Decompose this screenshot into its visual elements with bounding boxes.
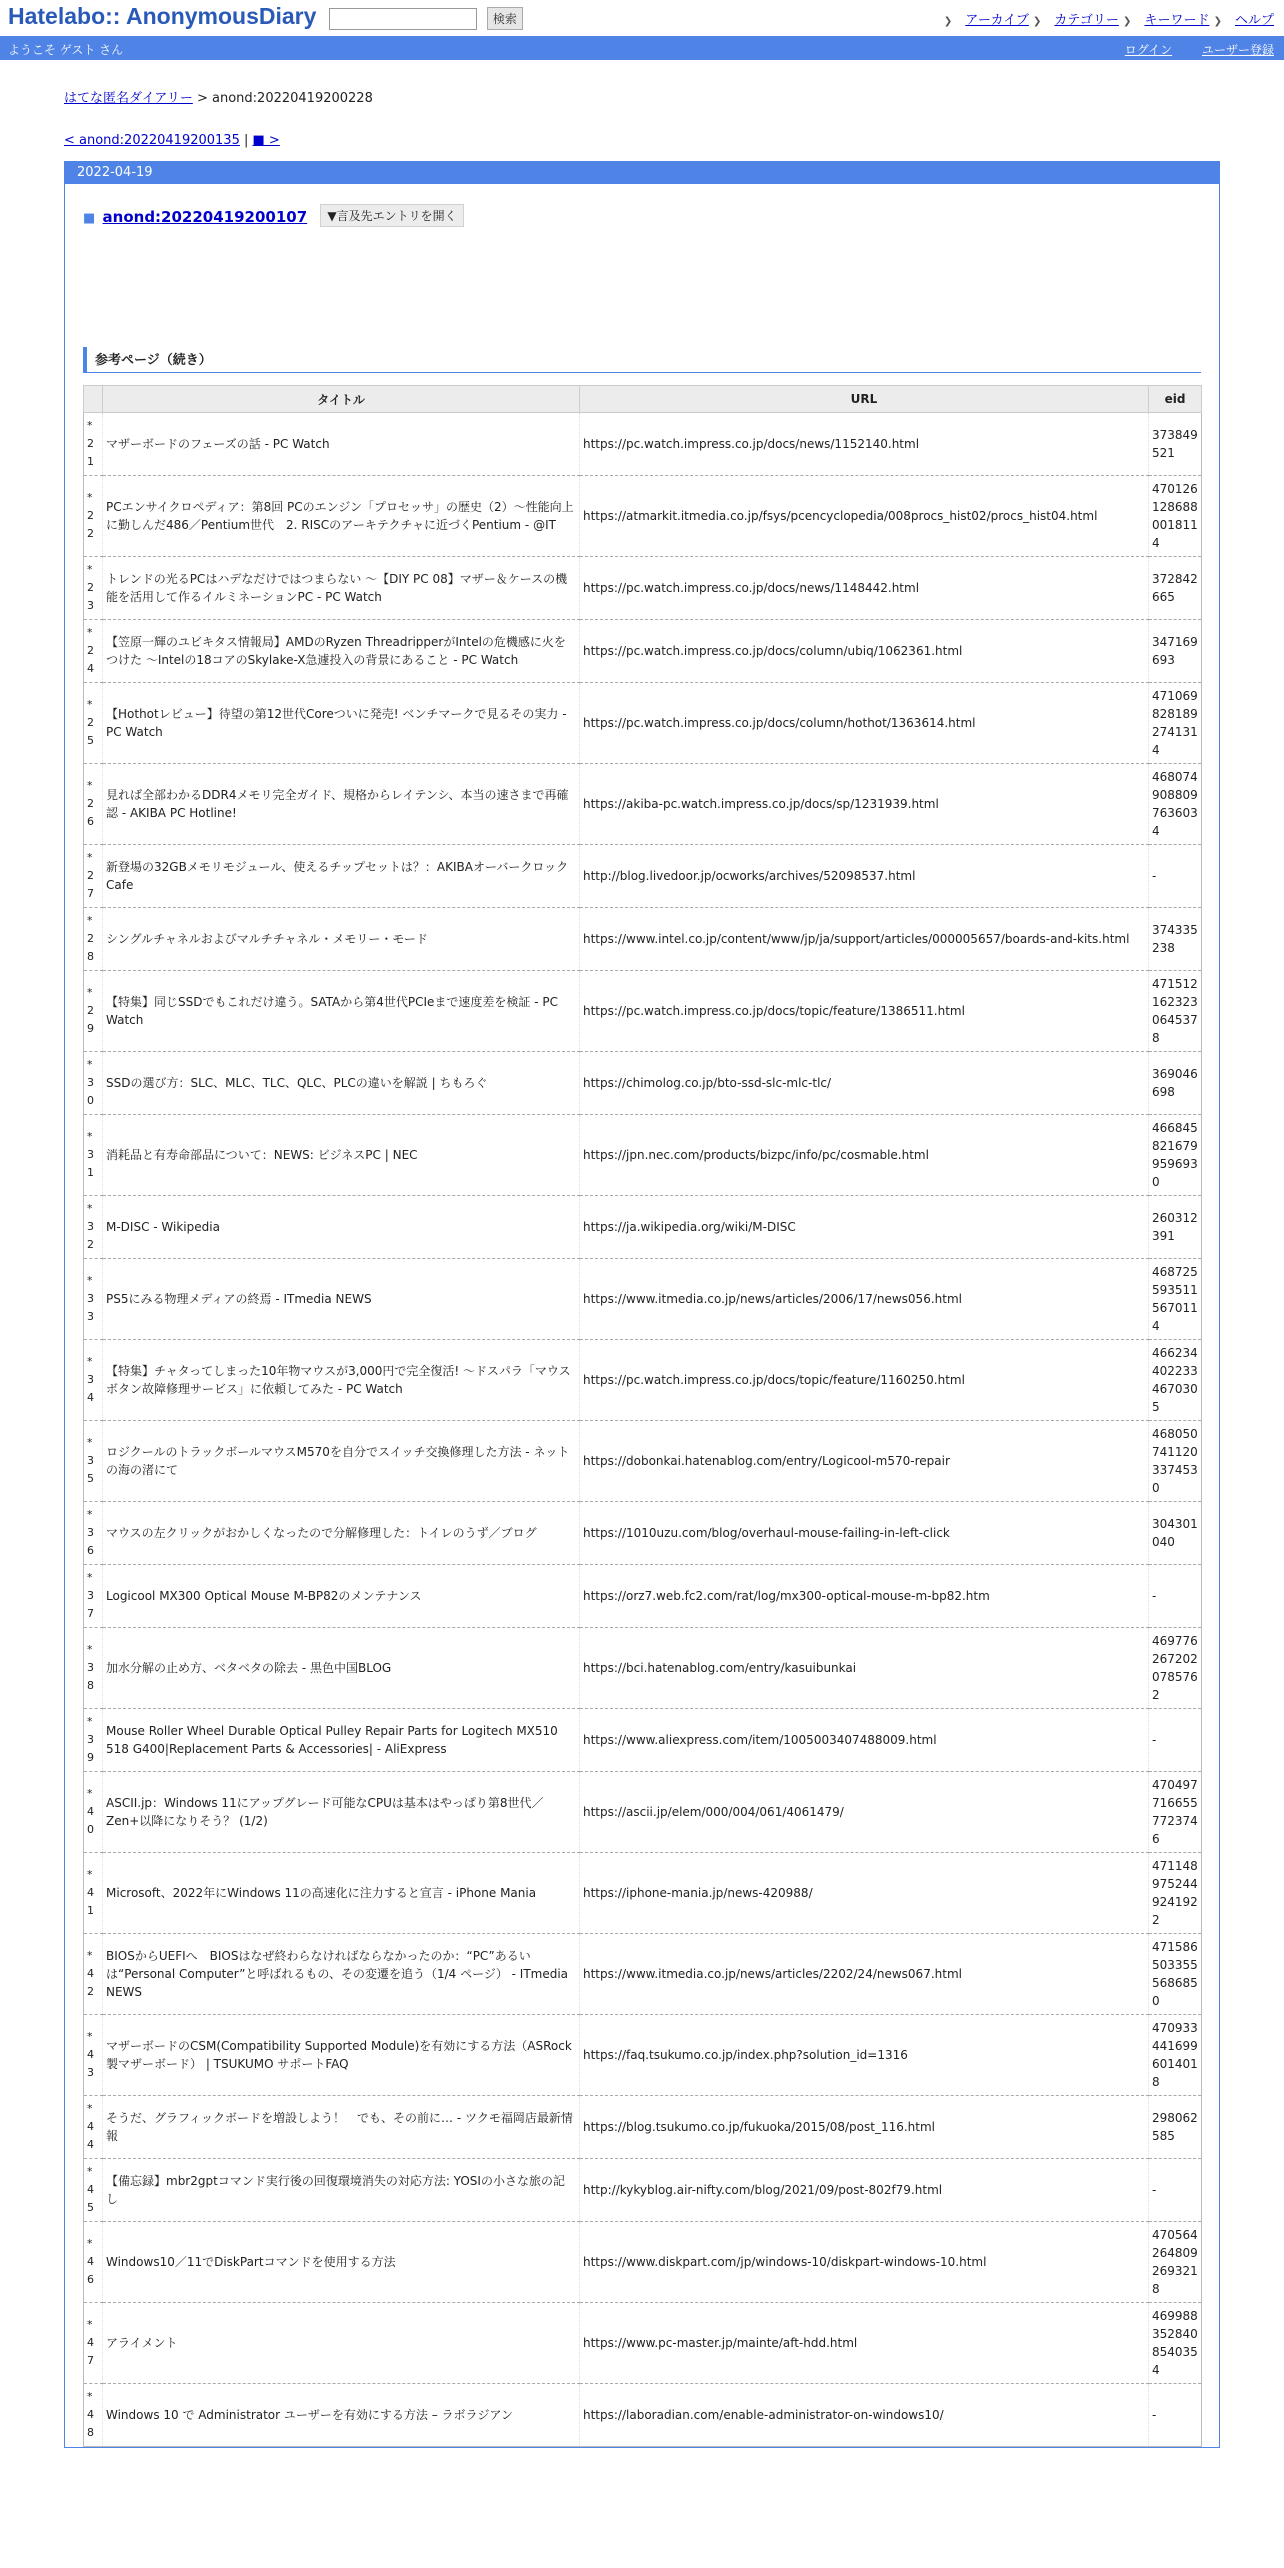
chevron-right-icon: ❯ xyxy=(943,16,953,27)
row-eid: 374335238 xyxy=(1149,908,1202,971)
row-title: 【備忘録】mbr2gptコマンド実行後の回復環境消失の対応方法: YOSIの小さな旅の記し xyxy=(103,2159,580,2222)
row-number: * 4 8 xyxy=(84,2384,103,2447)
table-row xyxy=(84,1052,1202,1115)
row-number: * 2 1 xyxy=(84,413,103,476)
row-url: https://1010uzu.com/blog/overhaul-mouse-failing-in-left-click xyxy=(580,1502,1149,1565)
row-number: * 3 2 xyxy=(84,1196,103,1259)
row-title: 【特集】同じSSDでもこれだけ違う。SATAから第4世代PCIeまで速度差を検証 - PC Watch xyxy=(103,971,580,1052)
table-row xyxy=(84,2015,1202,2096)
row-number: * 2 5 xyxy=(84,683,103,764)
day-date: 2022-04-19 xyxy=(65,162,1219,184)
row-number: * 3 9 xyxy=(84,1709,103,1772)
table-row xyxy=(84,1772,1202,1853)
row-url: https://www.intel.co.jp/content/www/jp/ja/support/articles/000005657/boards-and-kits.html xyxy=(580,908,1149,971)
row-eid: 4680749088097636034 xyxy=(1149,764,1202,845)
nav-help[interactable] xyxy=(1214,13,1274,28)
row-number: * 2 6 xyxy=(84,764,103,845)
row-eid: 4709334416996014018 xyxy=(1149,2015,1202,2096)
row-eid: 304301040 xyxy=(1149,1502,1202,1565)
row-eid: 4668458216799596930 xyxy=(1149,1115,1202,1196)
row-url: https://bci.hatenablog.com/entry/kasuibunkai xyxy=(580,1628,1149,1709)
row-title: SSDの選び方：SLC、MLC、TLC、QLC、PLCの違いを解説 | ちもろぐ xyxy=(103,1052,580,1115)
row-eid: 4711489752449241922 xyxy=(1149,1853,1202,1934)
row-title: 【笠原一輝のユビキタス情報局】AMDのRyzen ThreadripperがIntelの危機感に火をつけた ～Intelの18コアのSkylake-X急遽投入の背景にあること - PC Watch xyxy=(103,620,580,683)
square-icon: ■ xyxy=(83,211,96,226)
row-url: https://dobonkai.hatenablog.com/entry/Logicool-m570-repair xyxy=(580,1421,1149,1502)
row-number: * 4 5 xyxy=(84,2159,103,2222)
row-eid: 4680507411203374530 xyxy=(1149,1421,1202,1502)
table-row xyxy=(84,1259,1202,1340)
row-url: https://faq.tsukumo.co.jp/index.php?solution_id=1316 xyxy=(580,2015,1149,2096)
welcome-text: ようこそ ゲスト さん xyxy=(8,43,124,57)
row-number: * 3 8 xyxy=(84,1628,103,1709)
breadcrumb xyxy=(64,87,1220,106)
chevron-right-icon: ❯ xyxy=(1213,16,1222,27)
row-title: ASCII.jp：Windows 11にアップグレード可能なCPUは基本はやっぱり第8世代／Zen+以降になりそう？ (1/2) xyxy=(103,1772,580,1853)
row-eid: 4687255935115670114 xyxy=(1149,1259,1202,1340)
search-input[interactable] xyxy=(329,8,477,30)
table-body xyxy=(84,413,1202,2447)
chevron-right-icon: ❯ xyxy=(1033,16,1042,27)
row-url: http://blog.livedoor.jp/ocworks/archives/52098537.html xyxy=(580,845,1149,908)
row-number: * 4 7 xyxy=(84,2303,103,2384)
table-row xyxy=(84,1628,1202,1709)
row-eid: - xyxy=(1149,1565,1202,1628)
entry-title-row xyxy=(83,204,1201,227)
row-eid: 4662344022334670305 xyxy=(1149,1340,1202,1421)
nav-keyword[interactable] xyxy=(1123,13,1209,28)
row-title: 見れば全部わかるDDR4メモリ完全ガイド、規格からレイテンシ、本当の速さまで再確認 - AKIBA PC Hotline! xyxy=(103,764,580,845)
row-title: Windows 10 で Administrator ユーザーを有効にする方法 – ラボラジアン xyxy=(103,2384,580,2447)
nav-category-link[interactable]: カテゴリー xyxy=(1054,13,1119,28)
row-eid: 4705642648092693218 xyxy=(1149,2222,1202,2303)
row-url: https://atmarkit.itmedia.co.jp/fsys/pcencyclopedia/008procs_hist02/procs_hist04.html xyxy=(580,476,1149,557)
table-row xyxy=(84,557,1202,620)
row-eid: 369046698 xyxy=(1149,1052,1202,1115)
row-url: https://iphone-mania.jp/news-420988/ xyxy=(580,1853,1149,1934)
row-url: https://ja.wikipedia.org/wiki/M-DISC xyxy=(580,1196,1149,1259)
row-title: トレンドの光るPCはハデなだけではつまらない ～【DIY PC 08】マザー＆ケースの機能を活用して作るイルミネーションPC - PC Watch xyxy=(103,557,580,620)
row-url: https://jpn.nec.com/products/bizpc/info/pc/cosmable.html xyxy=(580,1115,1149,1196)
row-url: https://orz7.web.fc2.com/rat/log/mx300-optical-mouse-m-bp82.htm xyxy=(580,1565,1149,1628)
row-number: * 4 2 xyxy=(84,1934,103,2015)
table-row xyxy=(84,1421,1202,1502)
breadcrumb-home[interactable]: はてな匿名ダイアリー xyxy=(64,91,193,106)
row-url: https://ascii.jp/elem/000/004/061/4061479/ xyxy=(580,1772,1149,1853)
row-url: https://pc.watch.impress.co.jp/docs/news/1152140.html xyxy=(580,413,1149,476)
row-url: https://pc.watch.impress.co.jp/docs/column/ubiq/1062361.html xyxy=(580,620,1149,683)
row-title: Mouse Roller Wheel Durable Optical Pulley Repair Parts for Logitech MX510 518 G400|Replacement Parts & Accessories| - AliExpress xyxy=(103,1709,580,1772)
row-eid: 4710698281892741314 xyxy=(1149,683,1202,764)
row-number: * 3 1 xyxy=(84,1115,103,1196)
row-title: Windows10／11でDiskPartコマンドを使用する方法 xyxy=(103,2222,580,2303)
chevron-right-icon: ❯ xyxy=(1123,16,1132,27)
row-url: https://akiba-pc.watch.impress.co.jp/docs/sp/1231939.html xyxy=(580,764,1149,845)
row-eid: 4699883528408540354 xyxy=(1149,2303,1202,2384)
row-number: * 3 6 xyxy=(84,1502,103,1565)
table-row xyxy=(84,1196,1202,1259)
row-url: https://laboradian.com/enable-administrator-on-windows10/ xyxy=(580,2384,1149,2447)
row-url: https://chimolog.co.jp/bto-ssd-slc-mlc-tlc/ xyxy=(580,1052,1149,1115)
account-links xyxy=(1099,41,1274,58)
section-title: 参考ページ（続き） xyxy=(83,347,1201,373)
row-title: Microsoft、2022年にWindows 11の高速化に注力すると宣言 - iPhone Mania xyxy=(103,1853,580,1934)
register-link[interactable]: ユーザー登録 xyxy=(1201,43,1274,57)
row-title: ロジクールのトラックボールマウスM570を自分でスイッチ交換修理した方法 - ネットの海の渚にて xyxy=(103,1421,580,1502)
row-title: マザーボードのフェーズの話 - PC Watch xyxy=(103,413,580,476)
row-eid: - xyxy=(1149,1709,1202,1772)
row-number: * 4 6 xyxy=(84,2222,103,2303)
nav-archive[interactable] xyxy=(944,13,1029,28)
row-number: * 3 3 xyxy=(84,1259,103,1340)
row-eid: 372842665 xyxy=(1149,557,1202,620)
search-button[interactable]: 検索 xyxy=(487,7,523,30)
table-row xyxy=(84,2384,1202,2447)
nav-category[interactable] xyxy=(1033,13,1119,28)
nav-keyword-link[interactable]: キーワード xyxy=(1144,13,1210,28)
row-title: アライメント xyxy=(103,2303,580,2384)
table-row xyxy=(84,908,1202,971)
row-url: https://www.diskpart.com/jp/windows-10/diskpart-windows-10.html xyxy=(580,2222,1149,2303)
breadcrumb-separator: > xyxy=(192,91,213,106)
table-row xyxy=(84,1565,1202,1628)
row-number: * 3 7 xyxy=(84,1565,103,1628)
table-row xyxy=(84,2096,1202,2159)
row-url: https://pc.watch.impress.co.jp/docs/news/1148442.html xyxy=(580,557,1149,620)
nav-help-link[interactable]: ヘルプ xyxy=(1234,13,1274,28)
row-url: https://www.itmedia.co.jp/news/articles/2006/17/news056.html xyxy=(580,1259,1149,1340)
reference-table xyxy=(83,385,1202,2447)
row-eid: - xyxy=(1149,845,1202,908)
row-eid: 4701261286880018114 xyxy=(1149,476,1202,557)
row-title: Logicool MX300 Optical Mouse M-BP82のメンテナンス xyxy=(103,1565,580,1628)
row-title: 【Hothotレビュー】待望の第12世代Coreついに発売! ベンチマークで見るその実力 - PC Watch xyxy=(103,683,580,764)
search-form xyxy=(329,7,523,30)
col-header-title: タイトル xyxy=(103,386,580,413)
row-number: * 2 8 xyxy=(84,908,103,971)
pager xyxy=(64,133,1220,148)
row-url: https://blog.tsukumo.co.jp/fukuoka/2015/08/post_116.html xyxy=(580,2096,1149,2159)
row-url: https://pc.watch.impress.co.jp/docs/column/hothot/1363614.html xyxy=(580,683,1149,764)
table-row xyxy=(84,413,1202,476)
row-title: マザーボードのCSM(Compatibility Supported Module)を有効にする方法（ASRock製マザーボード） | TSUKUMO サポートFAQ xyxy=(103,2015,580,2096)
row-number: * 3 5 xyxy=(84,1421,103,1502)
open-references-button[interactable]: ▼言及先エントリを開く xyxy=(320,204,463,227)
table-row xyxy=(84,2159,1202,2222)
row-number: * 4 0 xyxy=(84,1772,103,1853)
row-eid: 4697762672020785762 xyxy=(1149,1628,1202,1709)
table-row xyxy=(84,1340,1202,1421)
col-header-url: URL xyxy=(580,386,1149,413)
row-title: 【特集】チャタってしまった10年物マウスが3,000円で完全復活! ～ドスパラ「マウスボタン故障修理サービス」に依頼してみた - PC Watch xyxy=(103,1340,580,1421)
row-title: そうだ、グラフィックボードを増設しよう！ でも、その前に… - ツクモ福岡店最新情報 xyxy=(103,2096,580,2159)
pager-separator: | xyxy=(239,133,253,148)
table-row xyxy=(84,764,1202,845)
row-title: 新登場の32GBメモリモジュール、使えるチップセットは？：AKIBAオーバークロックCafe xyxy=(103,845,580,908)
row-title: 消耗品と有寿命部品について：NEWS: ビジネスPC | NEC xyxy=(103,1115,580,1196)
top-nav xyxy=(944,9,1274,28)
row-eid: 4715121623230645378 xyxy=(1149,971,1202,1052)
table-row xyxy=(84,620,1202,683)
next-entry-link[interactable]: ■ > xyxy=(252,133,280,148)
top-bar xyxy=(0,0,1284,36)
site-logo[interactable]: Hatelabo:: AnonymousDiary xyxy=(8,3,317,29)
row-url: https://www.aliexpress.com/item/1005003407488009.html xyxy=(580,1709,1149,1772)
row-url: https://pc.watch.impress.co.jp/docs/topic/feature/1160250.html xyxy=(580,1340,1149,1421)
row-number: * 2 3 xyxy=(84,557,103,620)
row-eid: 347169693 xyxy=(1149,620,1202,683)
row-number: * 4 3 xyxy=(84,2015,103,2096)
row-number: * 3 4 xyxy=(84,1340,103,1421)
row-eid: - xyxy=(1149,2159,1202,2222)
user-bar xyxy=(0,36,1284,60)
breadcrumb-current: anond:20220419200228 xyxy=(212,91,373,106)
row-title: M-DISC - Wikipedia xyxy=(103,1196,580,1259)
table-row xyxy=(84,683,1202,764)
row-title: PCエンサイクロペディア：第8回 PCのエンジン「プロセッサ」の歴史（2）～性能向上に勤しんだ486／Pentium世代 2. RISCのアーキテクチャに近づくPentium - @IT xyxy=(103,476,580,557)
table-row xyxy=(84,2303,1202,2384)
entry-title-link[interactable]: anond:20220419200107 xyxy=(102,208,308,226)
row-eid: 298062585 xyxy=(1149,2096,1202,2159)
nav-archive-link[interactable]: アーカイブ xyxy=(965,13,1029,28)
row-url: https://pc.watch.impress.co.jp/docs/topic/feature/1386511.html xyxy=(580,971,1149,1052)
table-header-row xyxy=(84,386,1202,413)
row-number: * 2 7 xyxy=(84,845,103,908)
row-number: * 4 4 xyxy=(84,2096,103,2159)
row-number: * 2 4 xyxy=(84,620,103,683)
table-row xyxy=(84,476,1202,557)
row-title: 加水分解の止め方、ベタベタの除去 - 黒色中国BLOG xyxy=(103,1628,580,1709)
row-number: * 4 1 xyxy=(84,1853,103,1934)
row-url: http://kykyblog.air-nifty.com/blog/2021/09/post-802f79.html xyxy=(580,2159,1149,2222)
row-eid: - xyxy=(1149,2384,1202,2447)
row-number: * 2 2 xyxy=(84,476,103,557)
day-body xyxy=(65,184,1219,2447)
row-title: シングルチャネルおよびマルチチャネル・メモリー・モード xyxy=(103,908,580,971)
col-header-eid: eid xyxy=(1149,386,1202,413)
login-link[interactable]: ログイン xyxy=(1124,43,1173,57)
row-url: https://www.pc-master.jp/mainte/aft-hdd.html xyxy=(580,2303,1149,2384)
table-row xyxy=(84,1934,1202,2015)
main-content xyxy=(0,87,1284,2448)
row-eid: 260312391 xyxy=(1149,1196,1202,1259)
row-title: BIOSからUEFIへ BIOSはなぜ終わらなければならなかったのか：“PC”あるいは“Personal Computer”と呼ばれるもの、その変遷を追う（1/4 ページ） - ITmedia NEWS xyxy=(103,1934,580,2015)
table-row xyxy=(84,971,1202,1052)
table-row xyxy=(84,1709,1202,1772)
row-url: https://www.itmedia.co.jp/news/articles/2202/24/news067.html xyxy=(580,1934,1149,2015)
table-row xyxy=(84,1853,1202,1934)
table-row xyxy=(84,2222,1202,2303)
table-row xyxy=(84,1502,1202,1565)
row-number: * 3 0 xyxy=(84,1052,103,1115)
table-row xyxy=(84,845,1202,908)
row-eid: 4704977166557723746 xyxy=(1149,1772,1202,1853)
row-title: マウスの左クリックがおかしくなったので分解修理した：トイレのうず／ブログ xyxy=(103,1502,580,1565)
row-eid: 4715865033555686850 xyxy=(1149,1934,1202,2015)
prev-entry-link[interactable]: < anond:20220419200135 xyxy=(64,133,240,148)
table-row xyxy=(84,1115,1202,1196)
day-section xyxy=(64,161,1220,2448)
row-eid: 373849521 xyxy=(1149,413,1202,476)
row-number: * 2 9 xyxy=(84,971,103,1052)
row-title: PS5にみる物理メディアの終焉 - ITmedia NEWS xyxy=(103,1259,580,1340)
col-header-num xyxy=(84,386,103,413)
